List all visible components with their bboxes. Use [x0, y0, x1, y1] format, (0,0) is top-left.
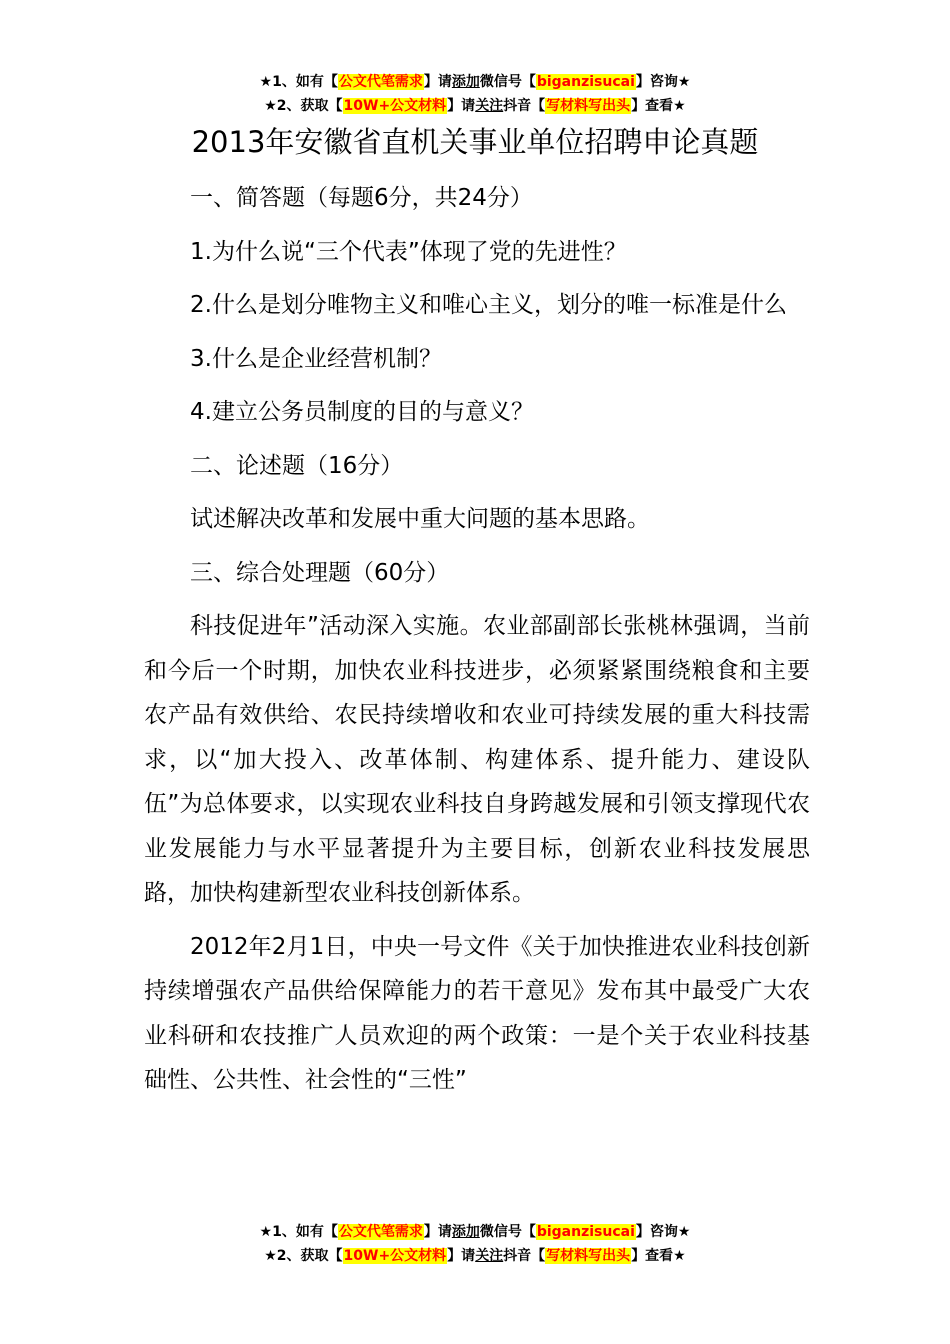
promo-underline: 添加 — [451, 1224, 480, 1240]
promo-text: 微信号【 — [479, 1224, 536, 1240]
promo-text: ★2、获取【 — [264, 98, 343, 114]
promo-underline: 添加 — [451, 74, 480, 90]
section-heading: 二、论述题（16分） — [190, 452, 404, 479]
promo-text: 】请 — [447, 98, 476, 114]
body-paragraph: 科技促进年”活动深入实施。农业部副部长张桃林强调，当前和今后一个时期，加快农业科技进步，必须紧紧围绕粮食和主要农产品有效供给、农民持续增收和农业可持续发展的重大科技需求，以“加大投入、改革体制、构建体系、提升能力、建设队伍”为总体要求，以实现农业科技自身跨越发展和引领支撑现代农业发展能力与水平显著提升为主要目标，创新农业科技发展思路，加快构建新型农业科技创新体系。 — [144, 613, 810, 906]
promo-line-1 — [0, 1220, 950, 1244]
document-body — [144, 176, 810, 1112]
promo-text: 抖音【 — [503, 1248, 546, 1264]
promo-text: 】查看★ — [631, 1248, 686, 1264]
document-title: 2013年安徽省直机关事业单位招聘申论真题 — [191, 125, 759, 159]
promo-text: 】请 — [423, 1224, 452, 1240]
promo-wechat-id: biganzisucai — [536, 1224, 635, 1240]
promo-douyin-id: 写材料写出头 — [546, 1248, 631, 1264]
promo-highlight: 10W+公文材料 — [343, 98, 447, 114]
body-paragraph: 2012年2月1日，中央一号文件《关于加快推进农业科技创新持续增强农产品供给保障能力的若干意见》发布其中最受广大农业科研和农技推广人员欢迎的两个政策：一是个关于农业科技基础性、公共性、社会性的“三性” — [144, 933, 810, 1093]
question: 试述解决改革和发展中重大问题的基本思路。 — [190, 506, 650, 532]
promo-wechat-id: biganzisucai — [536, 74, 635, 90]
promo-line-2 — [0, 1244, 950, 1268]
promo-text: 抖音【 — [503, 98, 546, 114]
promo-text: ★1、如有【 — [259, 1224, 338, 1240]
promo-text: 微信号【 — [479, 74, 536, 90]
promo-text: 】请 — [423, 74, 452, 90]
promo-douyin-id: 写材料写出头 — [546, 98, 631, 114]
promo-line-1 — [0, 70, 950, 94]
question: 4.建立公务员制度的目的与意义？ — [190, 399, 534, 425]
promo-underline: 关注 — [475, 1248, 504, 1264]
promo-highlight: 公文代笔需求 — [338, 1224, 423, 1240]
question: 3.什么是企业经营机制？ — [190, 345, 442, 372]
promo-highlight: 公文代笔需求 — [338, 74, 423, 90]
promo-highlight: 10W+公文材料 — [343, 1248, 447, 1264]
promo-line-2 — [0, 94, 950, 118]
promo-text: 】请 — [447, 1248, 476, 1264]
promo-text: 】咨询★ — [635, 74, 691, 90]
section-heading: 一、简答题（每题6分，共24分） — [190, 185, 533, 211]
question: 2.什么是划分唯物主义和唯心主义，划分的唯一标准是什么 — [190, 292, 787, 318]
promo-text: 】查看★ — [631, 98, 686, 114]
section-heading: 三、综合处理题（60分） — [190, 559, 450, 586]
promo-banner-bottom — [0, 1220, 950, 1268]
question: 1.为什么说“三个代表”体现了党的先进性？ — [190, 238, 627, 265]
promo-text: ★1、如有【 — [259, 74, 338, 90]
promo-text: 】咨询★ — [635, 1224, 691, 1240]
promo-banner-top — [0, 70, 950, 118]
promo-text: ★2、获取【 — [264, 1248, 343, 1264]
promo-underline: 关注 — [475, 98, 504, 114]
